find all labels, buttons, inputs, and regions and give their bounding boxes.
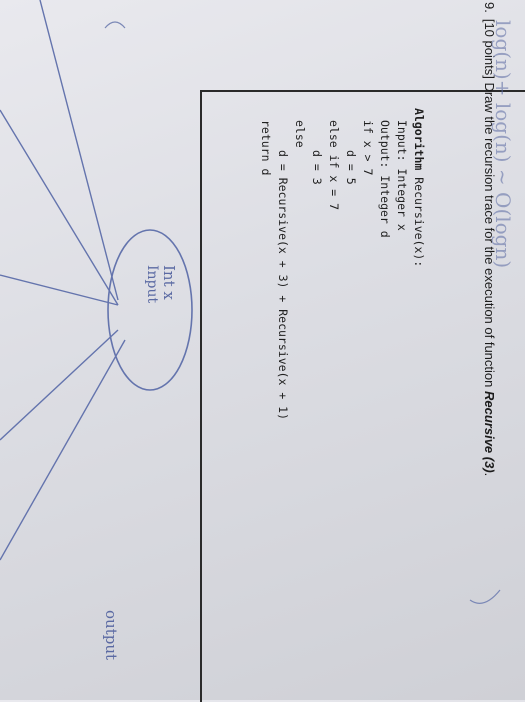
handwritten-complexity: log(n)+ log(n) ~ O(logn) [491, 20, 515, 269]
algorithm-assign-3-line: d = 3 [310, 150, 324, 185]
algorithm-listing [257, 108, 427, 420]
question-function-call: Recursive (3) [482, 391, 497, 473]
algorithm-else-line: else [293, 120, 307, 148]
algorithm-elseif-line: else if x = 7 [327, 120, 341, 211]
algorithm-if-line: if x > 7 [361, 120, 375, 176]
algorithm-signature: Recursive(x): [412, 170, 426, 268]
question-end: . [482, 472, 497, 477]
algorithm-header [410, 108, 427, 420]
algorithm-assign-5-line: d = 5 [344, 150, 358, 185]
algorithm-return-line: return d [259, 120, 273, 176]
algorithm-recursive-line: d = Recursive(x + 3) + Recursive(x + 1) [276, 150, 290, 421]
algorithm-keyword: Algorithm [412, 108, 426, 171]
algorithm-input-line: Input: Integer x [395, 120, 409, 231]
algorithm-output-line: Output: Integer d [378, 120, 392, 238]
question-text: [10 points] Draw the recursion trace for the execution of function [482, 18, 497, 391]
handwritten-output: output [102, 610, 120, 661]
handwritten-bubble-input: Input [144, 265, 160, 304]
question-number: 9. [482, 2, 497, 13]
handwritten-bubble-int-x: Int x [160, 265, 178, 300]
